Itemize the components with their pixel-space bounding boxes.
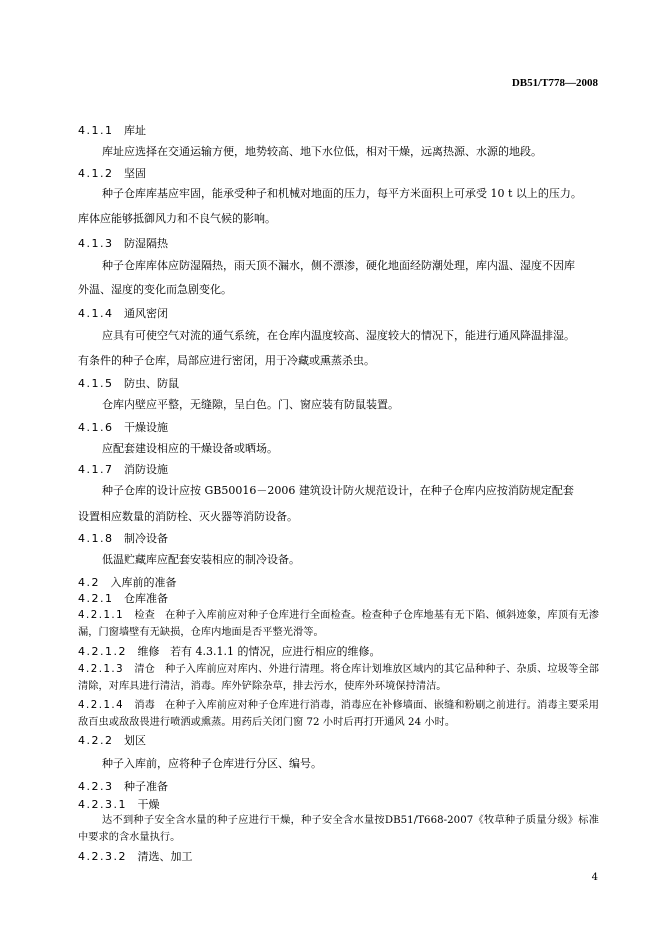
section-4-1-1-heading: 4.1.1 库址 (78, 124, 146, 137)
section-4-1-1-text: 库址应选择在交通运输方便，地势较高、地下水位低，相对干燥，远离热源、水源的地段。 (102, 145, 542, 158)
section-4-2-2-text: 种子入库前，应将种子仓库进行分区、编号。 (102, 757, 322, 770)
section-4-1-2-heading: 4.1.2 坚固 (78, 167, 146, 180)
section-4-1-2-text-1: 种子仓库库基应牢固，能承受种子和机械对地面的压力，每平方米面积上可承受 10 t 以上的压力。 (102, 187, 582, 200)
section-4-1-6-text: 应配套建设相应的干燥设备或晒场。 (102, 442, 278, 455)
page-number: 4 (591, 872, 598, 883)
section-4-1-7-text-1: 种子仓库的设计应按 GB50016－2006 建筑设计防火规范设计，在种子仓库内应按消防规定配套 (102, 484, 574, 497)
section-4-2-1-2: 4.2.1.2 维修 若有 4.3.1.1 的情况，应进行相应的维修。 (78, 645, 381, 658)
section-4-1-2-text-2: 库体应能够抵御风力和不良气候的影响。 (78, 212, 276, 225)
section-4-1-4-heading: 4.1.4 通风密闭 (78, 307, 168, 320)
section-4-2-1-heading: 4.2.1 仓库准备 (78, 592, 168, 605)
section-4-1-3-heading: 4.1.3 防湿隔热 (78, 237, 168, 250)
section-4-1-7-text-2: 设置相应数量的消防栓、灭火器等消防设备。 (78, 510, 298, 523)
section-4-2-1-1: 4.2.1.1 检查 在种子入库前应对种子仓库进行全面检查。检查种子仓库地基有无下陷、倾斜迹象，库顶有无渗漏，门窗墙壁有无缺损，仓库内地面是否平整光滑等。 (78, 610, 599, 638)
section-4-2-3-1-text: 达不到种子安全含水量的种子应进行干燥，种子安全含水量按DB51/T668-2007《牧草种子质量分级》标准中要求的含水量执行。 (78, 815, 599, 843)
section-4-2-2-heading: 4.2.2 划区 (78, 734, 146, 747)
section-4-1-8-heading: 4.1.8 制冷设备 (78, 532, 168, 545)
section-4-1-4-text-2: 有条件的种子仓库，局部应进行密闭，用于冷藏或熏蒸杀虫。 (78, 354, 375, 367)
section-4-1-3-text-1: 种子仓库库体应防湿隔热，雨天顶不漏水，侧不漂渗，硬化地面经防潮处理，库内温、湿度不因库 (102, 259, 575, 272)
section-4-1-3-text-2: 外温、湿度的变化而急剧变化。 (78, 283, 232, 296)
section-4-1-4-text-1: 应具有可使空气对流的通气系统，在仓库内温度较高、湿度较大的情况下，能进行通风降温排湿。 (102, 329, 575, 342)
section-4-2-1-3: 4.2.1.3 清仓 种子入库前应对库内、外进行清理。将仓库计划堆放区域内的其它品种种子、杂质、垃圾等全部清除，对库具进行清洁，消毒。库外铲除杂草，排去污水，使库外环境保持清洁。 (78, 664, 599, 692)
section-4-2-1-4: 4.2.1.4 消毒 在种子入库前应对种子仓库进行消毒，消毒应在补修墙面、嵌缝和粉刷之前进行。消毒主要采用敌百虫或敌敌畏进行喷洒或熏蒸。用药后关闭门窗 72 小时后再打开通风 24 小时。 (78, 700, 599, 728)
section-4-1-5-text: 仓库内壁应平整，无缝隙，呈白色。门、窗应装有防鼠装置。 (102, 398, 399, 411)
section-4-1-8-text: 低温贮藏库应配套安装相应的制冷设备。 (102, 553, 300, 566)
section-4-2-3-2-heading: 4.2.3.2 清选、加工 (78, 850, 193, 863)
section-4-2-3-1-heading: 4.2.3.1 干燥 (78, 798, 160, 811)
section-4-1-6-heading: 4.1.6 干燥设施 (78, 421, 168, 434)
section-4-2-heading: 4.2 入库前的准备 (78, 576, 177, 589)
section-4-1-7-heading: 4.1.7 消防设施 (78, 463, 168, 476)
section-4-2-3-heading: 4.2.3 种子准备 (78, 780, 168, 793)
section-4-1-5-heading: 4.1.5 防虫、防鼠 (78, 377, 179, 390)
document-code-header: DB51/T778—2008 (511, 77, 598, 89)
